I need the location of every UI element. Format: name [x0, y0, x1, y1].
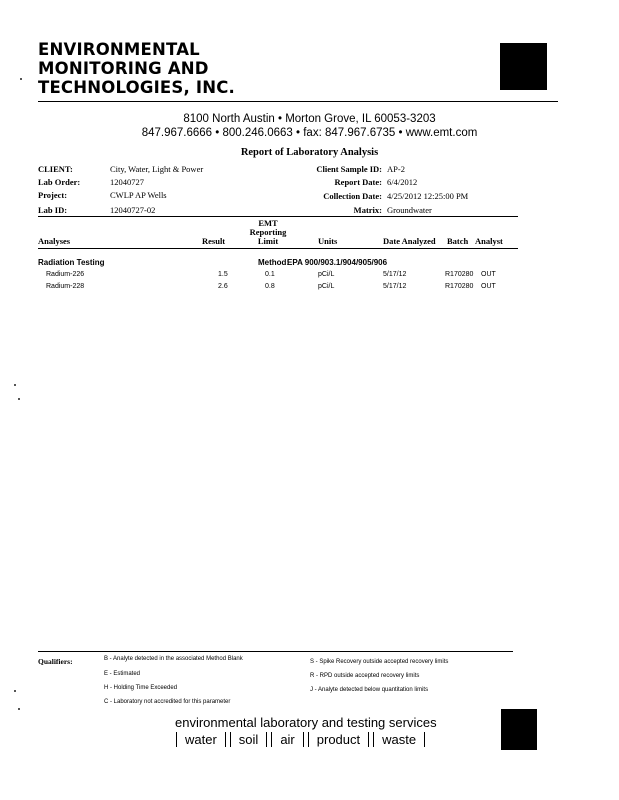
qualifiers-rule: [38, 651, 513, 652]
qualifier-s: S - Spike Recovery outside accepted recovery limits: [310, 659, 449, 665]
qualifier-b: B - Analyte detected in the associated Method Blank: [104, 656, 243, 662]
col-analyst: Analyst: [475, 236, 503, 246]
matrix-label: Matrix:: [353, 205, 382, 215]
company-name: [38, 40, 235, 97]
row-1-units: pCi/L: [318, 271, 335, 278]
project-label: Project:: [38, 190, 68, 200]
row-2-analysis: Radium-228: [46, 283, 85, 290]
section-title: Radiation Testing: [38, 258, 105, 267]
scan-speck: [14, 384, 16, 386]
method-label: Method:: [258, 258, 290, 267]
row-2-batch: R170280: [445, 283, 474, 290]
category-product: product: [308, 732, 369, 747]
table-header-rule: [38, 248, 518, 249]
company-name-line-3: TECHNOLOGIES, INC.: [38, 78, 236, 97]
row-2-limit: 0.8: [265, 283, 275, 290]
row-1-analysis: Radium-226: [46, 271, 85, 278]
row-2-units: pCi/L: [318, 283, 335, 290]
category-air: air: [271, 732, 303, 747]
row-1-limit: 0.1: [265, 271, 275, 278]
footer-tagline: environmental laboratory and testing services: [175, 715, 437, 730]
qualifier-c: C - Laboratory not accredited for this parameter: [104, 699, 231, 705]
row-1-analyst: OUT: [481, 271, 496, 278]
logo-block: [500, 43, 547, 90]
footer-logo-block: [501, 709, 537, 750]
scan-speck: [14, 690, 16, 692]
collection-date-label: Collection Date:: [323, 191, 382, 201]
client-label: CLIENT:: [38, 164, 73, 174]
row-1-result: 1.5: [218, 271, 228, 278]
row-1-date: 5/17/12: [383, 271, 407, 278]
qualifiers-label: Qualifiers:: [38, 657, 73, 666]
category-soil: soil: [230, 732, 268, 747]
matrix-value: Groundwater: [387, 205, 432, 215]
info-rule: [38, 216, 518, 217]
scan-speck: [18, 708, 20, 710]
col-result: Result: [202, 236, 226, 246]
client-value: City, Water, Light & Power: [110, 164, 204, 174]
header-rule: [38, 101, 558, 102]
col-analyses: Analyses: [38, 236, 71, 246]
col-date-analyzed: Date Analyzed: [383, 236, 436, 246]
lab-id-label: Lab ID:: [38, 205, 68, 215]
row-2-result: 2.6: [218, 283, 228, 290]
col-units: Units: [318, 236, 338, 246]
client-sample-id-label: Client Sample ID:: [316, 164, 382, 174]
company-name-line-1: ENVIRONMENTAL: [38, 40, 200, 59]
col-emt-limit: EMT Reporting Limit: [249, 218, 287, 246]
company-contact: 847.967.6666 • 800.246.0663 • fax: 847.967.6735 • www.emt.com: [141, 127, 478, 139]
category-waste: waste: [373, 732, 425, 747]
client-sample-id-value: AP-2: [387, 164, 405, 174]
row-2-date: 5/17/12: [383, 283, 407, 290]
lab-order-value: 12040727: [110, 177, 144, 187]
report-date-value: 6/4/2012: [387, 177, 418, 187]
project-value: CWLP AP Wells: [110, 190, 167, 200]
method-value: EPA 900/903.1/904/905/906: [287, 258, 388, 267]
report-title: Report of Laboratory Analysis: [240, 147, 379, 158]
qualifier-e: E - Estimated: [104, 671, 141, 677]
lab-id-value: 12040727-02: [110, 205, 156, 215]
col-batch: Batch: [447, 236, 469, 246]
qualifier-r: R - RPD outside accepted recovery limits: [310, 673, 420, 679]
row-1-batch: R170280: [445, 271, 474, 278]
row-2-analyst: OUT: [481, 283, 496, 290]
lab-order-label: Lab Order:: [38, 177, 81, 187]
collection-date-value: 4/25/2012 12:25:00 PM: [387, 191, 469, 201]
category-water: water: [176, 732, 226, 747]
scan-speck: [18, 398, 20, 400]
company-name-line-2: MONITORING AND: [38, 59, 209, 78]
company-address: 8100 North Austin • Morton Grove, IL 60053-3203: [183, 113, 436, 125]
report-date-label: Report Date:: [334, 177, 382, 187]
qualifier-j: J - Analyte detected below quantitation limits: [310, 687, 429, 693]
footer-categories: [176, 732, 425, 747]
qualifier-h: H - Holding Time Exceeded: [104, 685, 178, 691]
scan-speck: [20, 78, 22, 80]
